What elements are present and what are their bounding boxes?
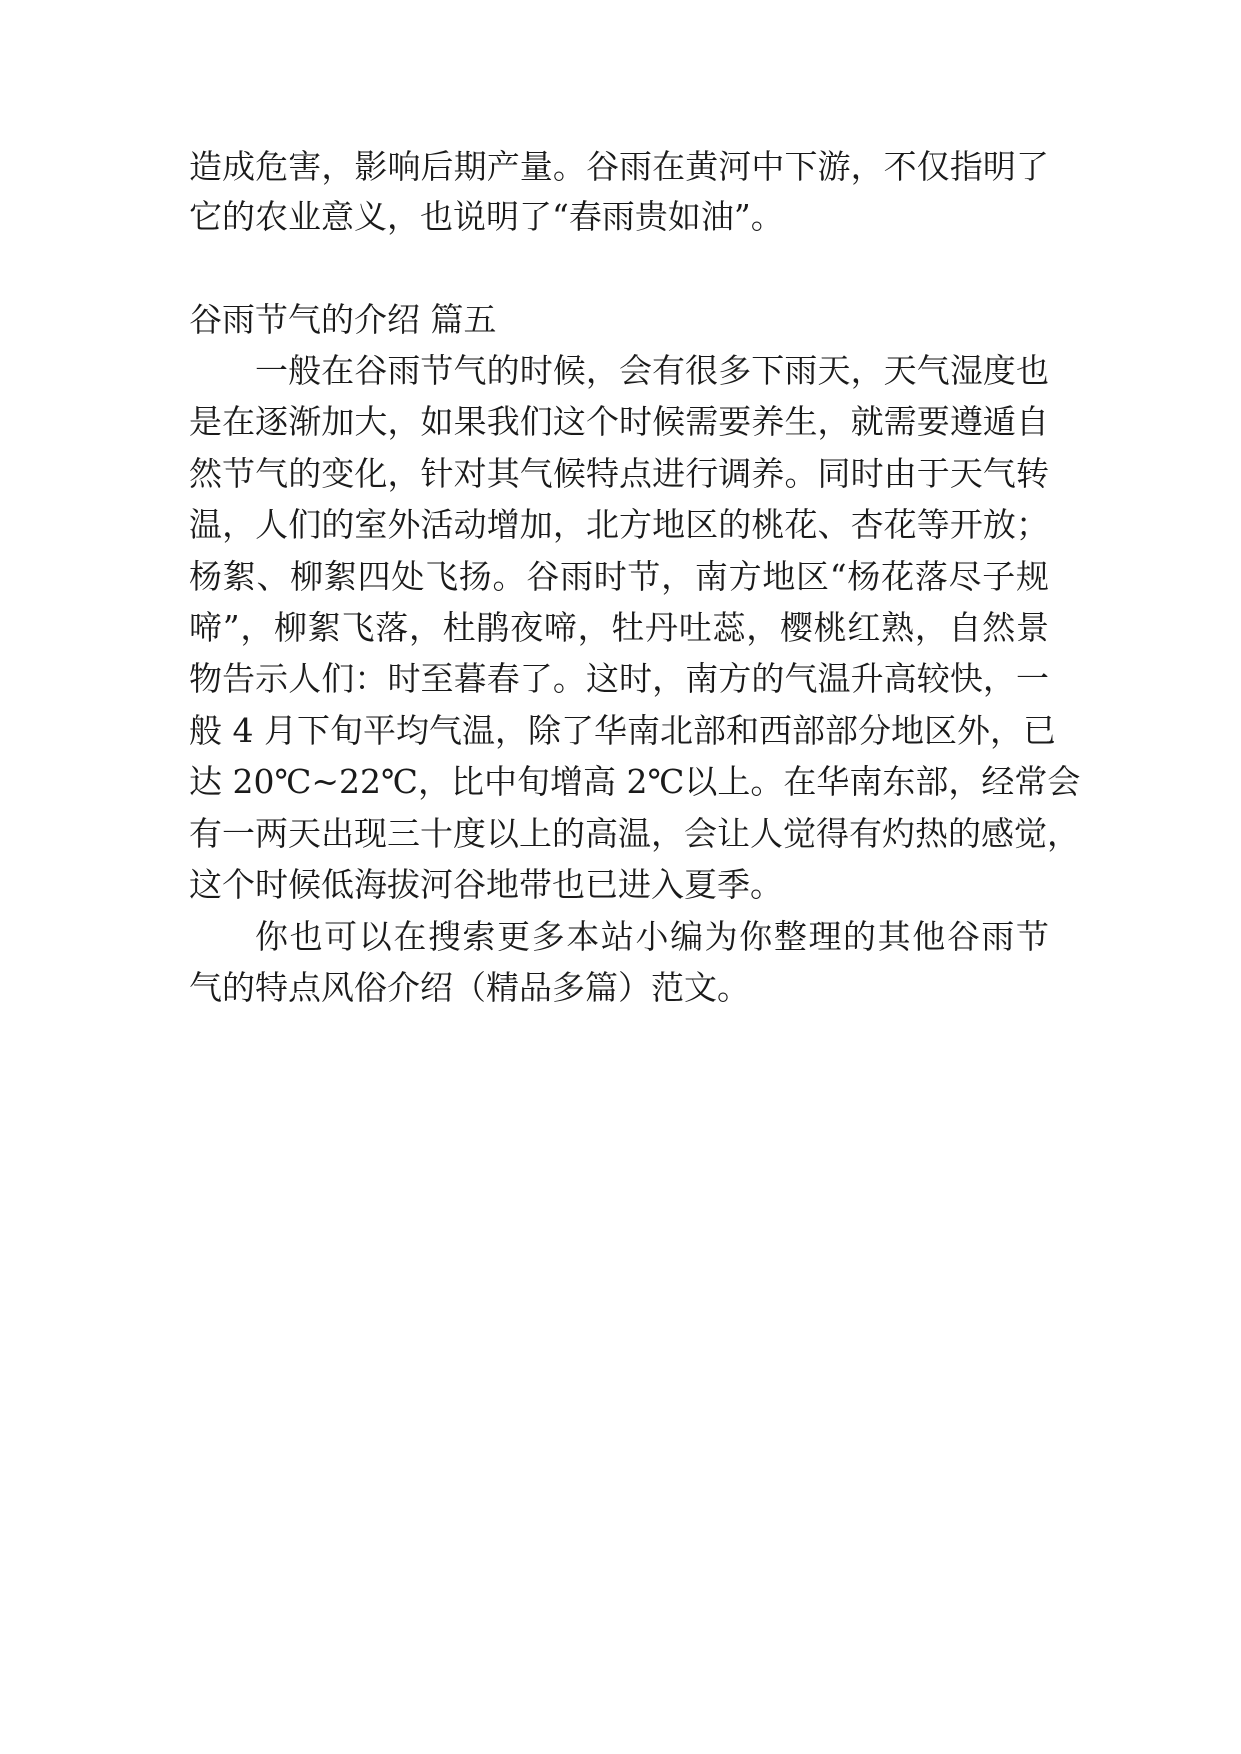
paragraph1-line-9: 达 20℃~22℃，比中旬增高 2℃以上。在华南东部，经常会	[189, 762, 1081, 801]
paragraph1-line-4: 温，人们的室外活动增加，北方地区的桃花、杏花等开放；	[189, 505, 1049, 544]
paragraph2-line-1: 你也可以在搜索更多本站小编为你整理的其他谷雨节	[255, 917, 1049, 956]
paragraph1-line-10: 有一两天出现三十度以上的高温，会让人觉得有灼热的感觉，	[189, 814, 1080, 853]
section-heading: 谷雨节气的介绍 篇五	[189, 300, 497, 339]
paragraph1-line-7: 物告示人们：时至暮春了。这时，南方的气温升高较快，一	[189, 659, 1049, 698]
paragraph1-line-5: 杨絮、柳絮四处飞扬。谷雨时节，南方地区“杨花落尽子规	[189, 557, 1049, 596]
paragraph1-line-1: 一般在谷雨节气的时候，会有很多下雨天，天气湿度也	[255, 351, 1049, 390]
intro-line-1: 造成危害，影响后期产量。谷雨在黄河中下游，不仅指明了	[189, 147, 1049, 186]
paragraph1-line-3: 然节气的变化，针对其气候特点进行调养。同时由于天气转	[189, 454, 1049, 493]
paragraph1-line-8: 般 4 月下旬平均气温，除了华南北部和西部部分地区外，已	[189, 711, 1056, 750]
intro-line-2: 它的农业意义，也说明了“春雨贵如油”。	[189, 197, 784, 236]
paragraph1-line-11: 这个时候低海拔河谷地带也已进入夏季。	[189, 865, 783, 904]
paragraph1-line-2: 是在逐渐加大，如果我们这个时候需要养生，就需要遵遁自	[189, 402, 1049, 441]
paragraph1-line-6: 啼”，柳絮飞落，杜鹃夜啼，牡丹吐蕊，樱桃红熟，自然景	[189, 608, 1049, 647]
paragraph2-line-2: 气的特点风俗介绍（精品多篇）范文。	[189, 968, 750, 1007]
